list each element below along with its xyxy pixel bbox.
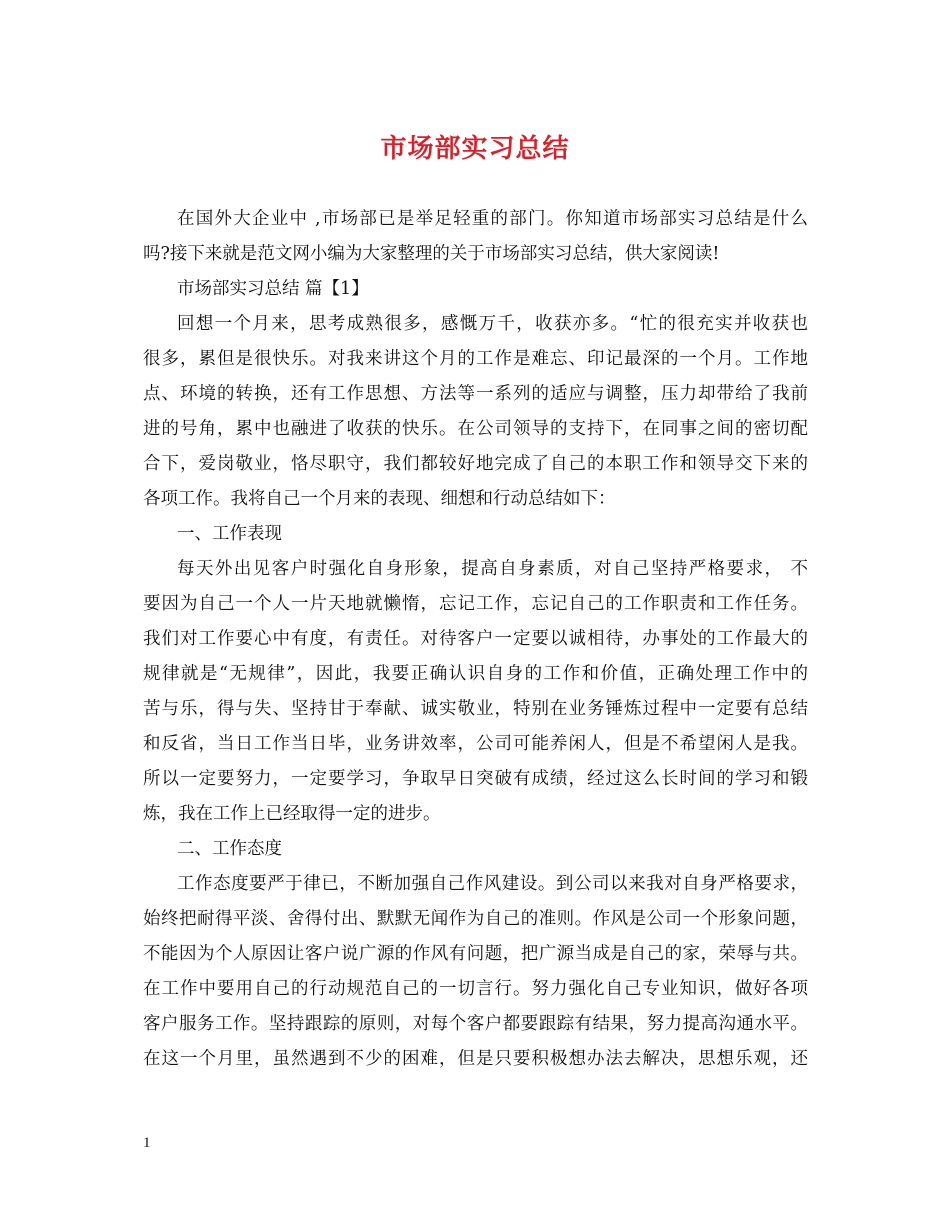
paragraph-line: 点、环境的转换，还有工作思想、方法等一系列的适应与调整，压力却带给了我前 [143,384,808,404]
paragraph-line: 始终把耐得平淡、舍得付出、默默无闻作为自己的准则。作风是公司一个形象问题， [143,909,808,929]
paragraph-line: 不能因为个人原因让客户说广源的作风有问题，把广源当成是自己的家，荣辱与共。 [143,944,808,964]
paragraph-line: 合下，爱岗敬业，恪尽职守，我们都较好地完成了自己的本职工作和领导交下来的 [143,454,808,474]
section-heading: 市场部实习总结 篇【1】 [177,279,369,299]
section-heading: 一、工作表现 [177,524,282,544]
paragraph-line: 进的号角，累中也融进了收获的快乐。在公司领导的支持下，在同事之间的密切配 [143,419,808,439]
paragraph-line: 客户服务工作。坚持跟踪的原则，对每个客户都要跟踪有结果，努力提高沟通水平。 [143,1014,808,1034]
paragraph-line: 我们对工作要心中有度，有责任。对待客户一定要以诚相待，办事处的工作最大的 [143,629,808,649]
paragraph-line: 在这一个月里，虽然遇到不少的困难，但是只要积极想办法去解决，思想乐观，还 [143,1049,808,1069]
paragraph-line: 炼，我在工作上已经取得一定的进步。 [143,804,441,824]
paragraph-line: 在国外大企业中 ,市场部已是举足轻重的部门。你知道市场部实习总结是什么 [177,209,808,229]
paragraph-line: 要因为自己一个人一片天地就懒惰，忘记工作，忘记自己的工作职责和工作任务。 [143,594,808,614]
page-title: 市场部实习总结 [380,134,570,164]
paragraph-line: 每天外出见客户时强化自身形象，提高自身素质，对自己坚持严格要求， 不 [177,559,808,579]
paragraph-line: 在工作中要用自己的行动规范自己的一切言行。努力强化自己专业知识，做好各项 [143,979,808,999]
paragraph-line: 很多，累但是很快乐。对我来讲这个月的工作是难忘、印记最深的一个月。工作地 [143,349,808,369]
page-number: 1 [143,1135,151,1151]
paragraph-line: 苦与乐，得与失、坚持甘于奉献、诚实敬业，特别在业务锤炼过程中一定要有总结 [143,699,808,719]
paragraph-line: 吗?接下来就是范文网小编为大家整理的关于市场部实习总结，供大家阅读! [143,244,720,264]
paragraph-line: 和反省，当日工作当日毕，业务讲效率，公司可能养闲人，但是不希望闲人是我。 [143,734,808,754]
paragraph-line: 各项工作。我将自己一个月来的表现、细想和行动总结如下： [143,489,616,509]
paragraph-line: 规律就是“无规律”，因此，我要正确认识自身的工作和价值，正确处理工作中的 [143,664,808,684]
section-heading: 二、工作态度 [177,839,282,859]
paragraph-line: 所以一定要努力，一定要学习，争取早日突破有成绩，经过这么长时间的学习和锻 [143,769,808,789]
paragraph-line: 工作态度要严于律已，不断加强自己作风建设。到公司以来我对自身严格要求， [177,874,808,894]
paragraph-line: 回想一个月来，思考成熟很多，感慨万千，收获亦多。“忙的很充实并收获也 [177,314,808,334]
